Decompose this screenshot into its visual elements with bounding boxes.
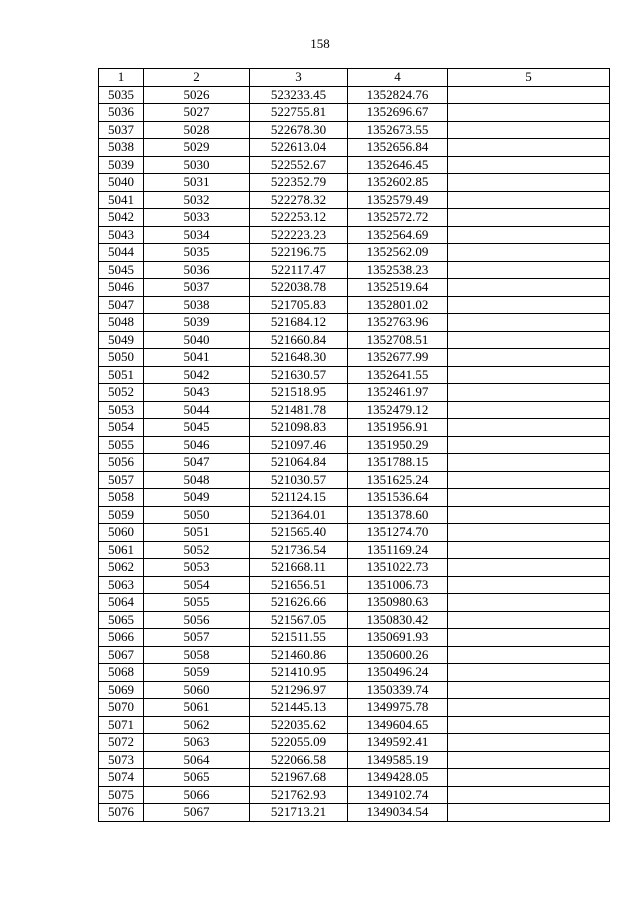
table-cell (448, 751, 610, 769)
table-cell (448, 629, 610, 647)
table-cell: 1351006.73 (348, 576, 448, 594)
table-cell (448, 471, 610, 489)
table-row (99, 786, 610, 804)
table-cell: 5060 (99, 524, 144, 542)
table-row (99, 594, 610, 612)
table-cell: 5027 (144, 104, 250, 122)
table-cell: 5057 (99, 471, 144, 489)
table-cell: 521736.54 (250, 541, 348, 559)
table-cell (448, 121, 610, 139)
table-cell: 5047 (144, 454, 250, 472)
table-cell: 5071 (99, 716, 144, 734)
table-cell: 5063 (144, 734, 250, 752)
table-cell (448, 419, 610, 437)
table-cell (448, 156, 610, 174)
table-cell: 1351950.29 (348, 436, 448, 454)
table-cell: 5026 (144, 86, 250, 104)
table-cell: 521630.57 (250, 366, 348, 384)
table-cell: 5058 (99, 489, 144, 507)
table-cell: 1352677.99 (348, 349, 448, 367)
table-cell: 521064.84 (250, 454, 348, 472)
table-cell (448, 489, 610, 507)
table-cell: 5067 (99, 646, 144, 664)
table-cell: 521626.66 (250, 594, 348, 612)
table-row (99, 716, 610, 734)
table-cell (448, 314, 610, 332)
coordinates-table (98, 68, 610, 822)
table-cell (448, 261, 610, 279)
table-cell (448, 734, 610, 752)
table-cell: 5055 (144, 594, 250, 612)
table-cell (448, 699, 610, 717)
table-cell: 5048 (99, 314, 144, 332)
table-cell: 5035 (144, 244, 250, 262)
table-cell: 5072 (99, 734, 144, 752)
table-cell: 5039 (144, 314, 250, 332)
table-cell (448, 804, 610, 822)
table-row (99, 121, 610, 139)
table-cell (448, 331, 610, 349)
table-cell: 5046 (144, 436, 250, 454)
table-cell: 521410.95 (250, 664, 348, 682)
table-cell: 521511.55 (250, 629, 348, 647)
table-cell: 5061 (99, 541, 144, 559)
table-row (99, 296, 610, 314)
table-row (99, 751, 610, 769)
table-cell: 5048 (144, 471, 250, 489)
table-cell: 5041 (99, 191, 144, 209)
table-cell (448, 279, 610, 297)
table-cell: 1352519.64 (348, 279, 448, 297)
table-cell: 5038 (99, 139, 144, 157)
table-cell: 5030 (144, 156, 250, 174)
table-row (99, 681, 610, 699)
table-cell (448, 576, 610, 594)
table-cell (448, 681, 610, 699)
table-cell: 1351169.24 (348, 541, 448, 559)
table-cell (448, 349, 610, 367)
table-cell: 521967.68 (250, 769, 348, 787)
table-row (99, 524, 610, 542)
table-row (99, 174, 610, 192)
table-cell: 1352708.51 (348, 331, 448, 349)
table-cell: 5062 (99, 559, 144, 577)
table-row (99, 419, 610, 437)
table-cell (448, 559, 610, 577)
table-cell: 5036 (144, 261, 250, 279)
table-cell: 1352579.49 (348, 191, 448, 209)
column-header: 1 (99, 69, 144, 87)
table-cell: 5053 (99, 401, 144, 419)
table-cell: 521656.51 (250, 576, 348, 594)
table-row (99, 559, 610, 577)
table-cell: 5064 (99, 594, 144, 612)
table-cell: 1352646.45 (348, 156, 448, 174)
table-cell: 5063 (99, 576, 144, 594)
table-row (99, 769, 610, 787)
table-cell: 5053 (144, 559, 250, 577)
table-cell: 521124.15 (250, 489, 348, 507)
table-cell: 1351625.24 (348, 471, 448, 489)
table-cell: 1352564.69 (348, 226, 448, 244)
table-cell: 5054 (99, 419, 144, 437)
table-cell: 1352479.12 (348, 401, 448, 419)
table-cell: 521518.95 (250, 384, 348, 402)
table-cell (448, 244, 610, 262)
table-cell: 5075 (99, 786, 144, 804)
table-cell (448, 209, 610, 227)
table-cell: 521648.30 (250, 349, 348, 367)
table-cell: 5066 (144, 786, 250, 804)
table-cell: 1349585.19 (348, 751, 448, 769)
table-cell (448, 769, 610, 787)
table-cell: 5060 (144, 681, 250, 699)
table-cell: 5043 (99, 226, 144, 244)
table-cell: 5070 (99, 699, 144, 717)
column-header: 4 (348, 69, 448, 87)
table-cell: 5069 (99, 681, 144, 699)
table-cell: 522352.79 (250, 174, 348, 192)
table-row (99, 366, 610, 384)
table-cell: 521098.83 (250, 419, 348, 437)
table-cell: 5051 (99, 366, 144, 384)
table-row (99, 209, 610, 227)
table-cell: 522117.47 (250, 261, 348, 279)
table-cell: 5050 (99, 349, 144, 367)
table-cell: 5045 (99, 261, 144, 279)
table-row (99, 349, 610, 367)
table-cell: 5043 (144, 384, 250, 402)
table-cell: 5061 (144, 699, 250, 717)
table-cell: 1352656.84 (348, 139, 448, 157)
table-cell (448, 716, 610, 734)
table-cell: 522253.12 (250, 209, 348, 227)
table-cell: 5038 (144, 296, 250, 314)
column-header: 5 (448, 69, 610, 87)
table-cell: 5067 (144, 804, 250, 822)
table-row (99, 471, 610, 489)
table-row (99, 226, 610, 244)
table-cell: 5064 (144, 751, 250, 769)
table-cell (448, 664, 610, 682)
table-cell (448, 524, 610, 542)
table-cell: 5074 (99, 769, 144, 787)
table-cell: 5046 (99, 279, 144, 297)
table-cell: 5031 (144, 174, 250, 192)
table-cell: 521567.05 (250, 611, 348, 629)
table-cell: 1349102.74 (348, 786, 448, 804)
table-cell: 1351378.60 (348, 506, 448, 524)
table-cell: 522552.67 (250, 156, 348, 174)
table-row (99, 506, 610, 524)
table-row (99, 261, 610, 279)
table-row (99, 191, 610, 209)
table-row (99, 804, 610, 822)
table-cell: 5049 (144, 489, 250, 507)
table-cell: 1350980.63 (348, 594, 448, 612)
table-cell: 522678.30 (250, 121, 348, 139)
table-cell (448, 646, 610, 664)
table-cell: 1352562.09 (348, 244, 448, 262)
table-cell: 5044 (144, 401, 250, 419)
table-cell: 5040 (99, 174, 144, 192)
table-cell: 521762.93 (250, 786, 348, 804)
table-cell: 521684.12 (250, 314, 348, 332)
table-cell (448, 541, 610, 559)
table-cell (448, 104, 610, 122)
table-cell: 1352572.72 (348, 209, 448, 227)
table-row (99, 244, 610, 262)
table-cell: 1352763.96 (348, 314, 448, 332)
table-cell: 1349034.54 (348, 804, 448, 822)
table-cell: 1351536.64 (348, 489, 448, 507)
table-row (99, 279, 610, 297)
table-cell (448, 191, 610, 209)
table-cell: 5044 (99, 244, 144, 262)
table-cell: 522755.81 (250, 104, 348, 122)
table-cell: 521660.84 (250, 331, 348, 349)
table-cell: 1352602.85 (348, 174, 448, 192)
table-row (99, 454, 610, 472)
table-cell: 1351788.15 (348, 454, 448, 472)
table-cell: 1352673.55 (348, 121, 448, 139)
table-cell (448, 226, 610, 244)
table-row (99, 489, 610, 507)
table-cell: 5057 (144, 629, 250, 647)
table-cell: 1349592.41 (348, 734, 448, 752)
table-cell: 1352801.02 (348, 296, 448, 314)
table-cell: 1351022.73 (348, 559, 448, 577)
table-cell: 521030.57 (250, 471, 348, 489)
table-row (99, 541, 610, 559)
table-cell: 1350691.93 (348, 629, 448, 647)
column-header: 3 (250, 69, 348, 87)
table-cell (448, 139, 610, 157)
table-cell: 1351956.91 (348, 419, 448, 437)
table-row (99, 664, 610, 682)
table-cell: 1351274.70 (348, 524, 448, 542)
table-cell: 5045 (144, 419, 250, 437)
column-header: 2 (144, 69, 250, 87)
table-cell: 5037 (99, 121, 144, 139)
table-cell: 1349975.78 (348, 699, 448, 717)
table-cell (448, 86, 610, 104)
table-cell: 1350339.74 (348, 681, 448, 699)
table-row (99, 629, 610, 647)
table-cell: 5058 (144, 646, 250, 664)
table-cell: 521445.13 (250, 699, 348, 717)
table-body (99, 86, 610, 821)
table-cell: 521668.11 (250, 559, 348, 577)
table-cell: 522196.75 (250, 244, 348, 262)
table-cell: 5055 (99, 436, 144, 454)
table-cell: 523233.45 (250, 86, 348, 104)
table-cell: 522038.78 (250, 279, 348, 297)
table-cell (448, 506, 610, 524)
table-row (99, 139, 610, 157)
table-cell: 521460.86 (250, 646, 348, 664)
table-cell: 5034 (144, 226, 250, 244)
table-cell: 522035.62 (250, 716, 348, 734)
table-cell: 1352461.97 (348, 384, 448, 402)
table-cell: 5029 (144, 139, 250, 157)
table-row (99, 401, 610, 419)
table-cell: 5050 (144, 506, 250, 524)
table-cell: 521705.83 (250, 296, 348, 314)
table-row (99, 384, 610, 402)
table-cell: 5049 (99, 331, 144, 349)
table-row (99, 331, 610, 349)
table-cell (448, 436, 610, 454)
table-cell: 522055.09 (250, 734, 348, 752)
table-cell (448, 366, 610, 384)
table-cell: 5033 (144, 209, 250, 227)
table-cell: 521481.78 (250, 401, 348, 419)
table-cell: 1350496.24 (348, 664, 448, 682)
table-header-row (99, 69, 610, 87)
table-cell (448, 296, 610, 314)
table-cell: 1352696.67 (348, 104, 448, 122)
table-cell: 5059 (99, 506, 144, 524)
table-row (99, 611, 610, 629)
table-row (99, 86, 610, 104)
table-cell: 5039 (99, 156, 144, 174)
table-cell: 5042 (144, 366, 250, 384)
table-cell: 1352641.55 (348, 366, 448, 384)
table-cell: 5056 (99, 454, 144, 472)
table-cell: 5041 (144, 349, 250, 367)
table-row (99, 314, 610, 332)
table-cell: 1352824.76 (348, 86, 448, 104)
table-cell: 5052 (144, 541, 250, 559)
table-row (99, 156, 610, 174)
table-row (99, 436, 610, 454)
table-cell (448, 401, 610, 419)
table-cell: 5073 (99, 751, 144, 769)
table-cell: 521364.01 (250, 506, 348, 524)
table-cell: 5037 (144, 279, 250, 297)
table-cell: 521296.97 (250, 681, 348, 699)
table-cell: 5065 (144, 769, 250, 787)
table-cell: 5054 (144, 576, 250, 594)
table-cell: 5040 (144, 331, 250, 349)
table-cell: 5035 (99, 86, 144, 104)
table-cell: 521565.40 (250, 524, 348, 542)
table-cell: 522278.32 (250, 191, 348, 209)
table-cell (448, 594, 610, 612)
table-cell (448, 454, 610, 472)
table-cell (448, 786, 610, 804)
table-cell (448, 611, 610, 629)
table-cell: 5051 (144, 524, 250, 542)
table-row (99, 646, 610, 664)
table-cell: 522613.04 (250, 139, 348, 157)
table-cell: 522223.23 (250, 226, 348, 244)
table-cell: 5056 (144, 611, 250, 629)
table-cell: 521713.21 (250, 804, 348, 822)
table-cell: 1349604.65 (348, 716, 448, 734)
table-cell: 5042 (99, 209, 144, 227)
table-cell: 1349428.05 (348, 769, 448, 787)
table-row (99, 699, 610, 717)
table-cell: 522066.58 (250, 751, 348, 769)
page-number: 158 (310, 36, 330, 51)
table-cell: 5065 (99, 611, 144, 629)
table-row (99, 104, 610, 122)
table-cell: 5047 (99, 296, 144, 314)
table-cell: 5032 (144, 191, 250, 209)
table-cell: 1350830.42 (348, 611, 448, 629)
table-cell: 5068 (99, 664, 144, 682)
table-cell: 5028 (144, 121, 250, 139)
table-cell: 1350600.26 (348, 646, 448, 664)
table-cell (448, 384, 610, 402)
table-row (99, 576, 610, 594)
table-cell: 5052 (99, 384, 144, 402)
table-cell (448, 174, 610, 192)
table-cell: 5076 (99, 804, 144, 822)
table-row (99, 734, 610, 752)
table-cell: 521097.46 (250, 436, 348, 454)
table-cell: 5036 (99, 104, 144, 122)
table-cell: 5059 (144, 664, 250, 682)
table-cell: 1352538.23 (348, 261, 448, 279)
table-cell: 5062 (144, 716, 250, 734)
table-cell: 5066 (99, 629, 144, 647)
